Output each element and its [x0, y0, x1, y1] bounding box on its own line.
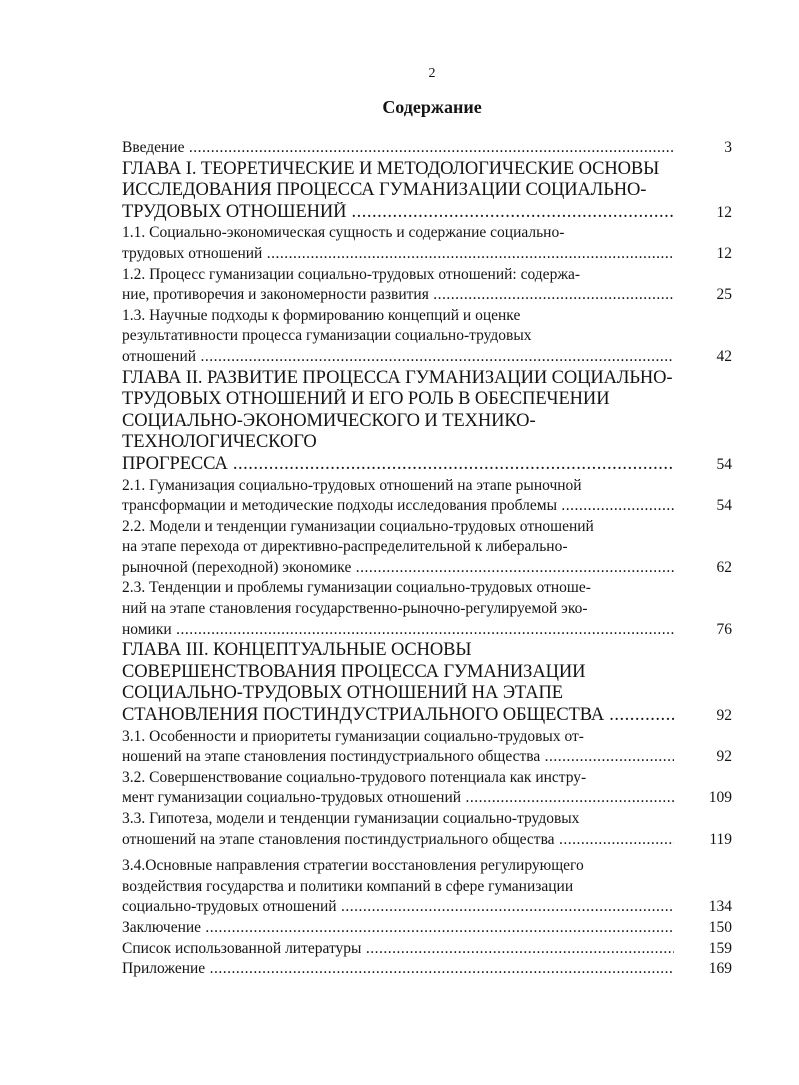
toc-entry-line: воздействия государства и политики компаний в сфере гуманизации [122, 877, 574, 895]
toc-entry[interactable] [122, 640, 732, 726]
toc-entry-line: 3.1. Особенности и приоритеты гуманизации социально-трудовых от- [122, 727, 584, 745]
page-title: Содержание [382, 97, 482, 117]
toc-entry-text [122, 918, 674, 939]
toc-entry-line: Приложение ..... [122, 959, 674, 980]
toc-entry-line: СОЦИАЛЬНО-ЭКОНОМИЧЕСКОГО И ТЕХНИКО- [122, 410, 536, 431]
toc-entry[interactable] [122, 959, 732, 980]
toc-entry-line: мент гуманизации социально-трудовых отношений ..... [122, 788, 674, 809]
toc-entry-line: 1.2. Процесс гуманизации социально-трудовых отношений: содержа- [122, 265, 581, 283]
toc-entry-line: 3.4.Основные направления стратегии восстановления регулирующего [122, 857, 584, 875]
toc-entry-page-number: 169 [708, 960, 732, 978]
toc-entry[interactable] [122, 939, 732, 960]
toc-entry-text [122, 768, 674, 809]
toc-entry-text [122, 223, 674, 264]
toc-entry-text [122, 640, 674, 726]
toc-entry-line: рыночной (переходной) экономике ..... [122, 558, 674, 579]
toc-entry-line: ИССЛЕДОВАНИЯ ПРОЦЕССА ГУМАНИЗАЦИИ СОЦИАЛЬНО- [122, 180, 647, 201]
toc-entry-line: СОЦИАЛЬНО-ТРУДОВЫХ ОТНОШЕНИЙ НА ЭТАПЕ [122, 683, 563, 704]
toc-entry-text [122, 959, 674, 980]
toc-entry[interactable] [122, 223, 732, 264]
toc-entry-text [122, 476, 674, 517]
toc-entry[interactable] [122, 368, 732, 476]
toc-entry-line: 1.1. Социально-экономическая сущность и содержание социально- [122, 224, 565, 242]
toc-entry-text [122, 159, 674, 224]
toc-entry-line: ГЛАВА III. КОНЦЕПТУАЛЬНЫЕ ОСНОВЫ [122, 640, 472, 661]
toc-entry-line: трудовых отношений ..... [122, 244, 674, 265]
toc-entry[interactable] [122, 138, 732, 159]
toc-entry[interactable] [122, 265, 732, 306]
toc-entry[interactable] [122, 856, 732, 918]
page-number: 2 [428, 66, 436, 81]
toc-entry[interactable] [122, 809, 732, 850]
toc-entry-line: 2.2. Модели и тенденции гуманизации социально-трудовых отношений [122, 517, 594, 535]
toc-entry-text [122, 809, 674, 850]
toc-entry[interactable] [122, 578, 732, 640]
toc-entry-line: ний на этапе становления государственно-рыночно-регулируемой эко- [122, 600, 588, 618]
toc-entry-page-number: 54 [716, 497, 732, 515]
toc-entry-line: отношений ..... [122, 347, 674, 368]
toc-entry-line: ТЕХНОЛОГИЧЕСКОГО [122, 432, 317, 453]
toc-entry-page-number: 92 [716, 748, 732, 766]
toc-entry-line: ГЛАВА II. РАЗВИТИЕ ПРОЦЕССА ГУМАНИЗАЦИИ СОЦИАЛЬНО- [122, 367, 673, 388]
toc-entry-line: ГЛАВА I. ТЕОРЕТИЧЕСКИЕ И МЕТОДОЛОГИЧЕСКИЕ ОСНОВЫ [122, 158, 660, 179]
toc-entry-page-number: 159 [708, 939, 732, 957]
toc-entry-line: номики ..... [122, 620, 674, 641]
toc-entry-page-number: 150 [708, 918, 732, 936]
toc-entry[interactable] [122, 476, 732, 517]
toc-entry-page-number: 119 [709, 830, 732, 848]
toc-entry-page-number: 12 [716, 244, 732, 262]
toc-entry-page-number: 76 [716, 620, 732, 638]
toc-entry-text [122, 306, 674, 368]
toc-entry-page-number: 109 [708, 789, 732, 807]
toc-entry-text [122, 578, 674, 640]
toc-entry-line: 3.2. Совершенствование социально-трудового потенциала как инстру- [122, 768, 587, 786]
toc-entry-line: 2.3. Тенденции и проблемы гуманизации социально-трудовых отноше- [122, 579, 591, 597]
toc-entry-page-number: 134 [708, 898, 732, 916]
toc-entry[interactable] [122, 159, 732, 224]
toc-entry-line: Список использованной литературы ..... [122, 939, 674, 960]
toc-entry-page-number: 3 [724, 139, 732, 156]
toc-entry-line: Заключение ..... [122, 918, 674, 939]
toc-entry-line: ТРУДОВЫХ ОТНОШЕНИЙ ..... [122, 202, 674, 224]
toc-entry-line: 3.3. Гипотеза, модели и тенденции гуманизации социально-трудовых [122, 810, 580, 827]
toc-entry-line: ние, противоречия и закономерности развития ..... [122, 285, 674, 306]
toc-entry[interactable] [122, 306, 732, 368]
toc-entry-line: трансформации и методические подходы исследования проблемы ..... [122, 496, 674, 517]
toc-entry-page-number: 42 [716, 347, 732, 365]
toc-entry-text [122, 265, 674, 306]
toc-entry-line: отношений на этапе становления постиндустриального общества ..... [122, 830, 674, 851]
toc-entry[interactable] [122, 918, 732, 939]
toc-entry-line: на этапе перехода от директивно-распределительной к либерально- [122, 538, 568, 556]
toc-entry-line: 2.1. Гуманизация социально-трудовых отношений на этапе рыночной [122, 476, 582, 494]
toc-entry-text [122, 856, 674, 918]
toc-entry-text [122, 368, 674, 476]
toc-entry[interactable] [122, 727, 732, 768]
toc-entry-page-number: 25 [716, 286, 732, 304]
toc-entry-line: ПРОГРЕССА ..... [122, 454, 674, 476]
toc-entry-line: ТРУДОВЫХ ОТНОШЕНИЙ И ЕГО РОЛЬ В ОБЕСПЕЧЕНИИ [122, 389, 610, 410]
toc-entry-text [122, 727, 674, 768]
toc-entry[interactable] [122, 517, 732, 579]
toc-entry-page-number: 62 [716, 558, 732, 576]
toc-entry-line: СТАНОВЛЕНИЯ ПОСТИНДУСТРИАЛЬНОГО ОБЩЕСТВА ..... [122, 705, 674, 727]
toc-entry-line: результативности процесса гуманизации социально-трудовых [122, 327, 532, 345]
toc-entry-page-number: 92 [716, 707, 732, 725]
toc-entry[interactable] [122, 768, 732, 809]
toc-entry-text [122, 517, 674, 579]
toc-entry-line: ношений на этапе становления постиндустриального общества ..... [122, 747, 674, 768]
toc-entry-text [122, 939, 674, 960]
toc-entry-page-number: 12 [716, 203, 732, 221]
toc-entry-text [122, 138, 674, 159]
table-of-contents [122, 138, 732, 980]
toc-entry-page-number: 54 [716, 455, 732, 473]
toc-entry-line: СОВЕРШЕНСТВОВАНИЯ ПРОЦЕССА ГУМАНИЗАЦИИ [122, 661, 586, 682]
toc-entry-line: Введение ..... [122, 138, 674, 159]
toc-entry-line: 1.3. Научные подходы к формированию концепций и оценке [122, 306, 521, 324]
toc-entry-line: социально-трудовых отношений ..... [122, 897, 674, 918]
